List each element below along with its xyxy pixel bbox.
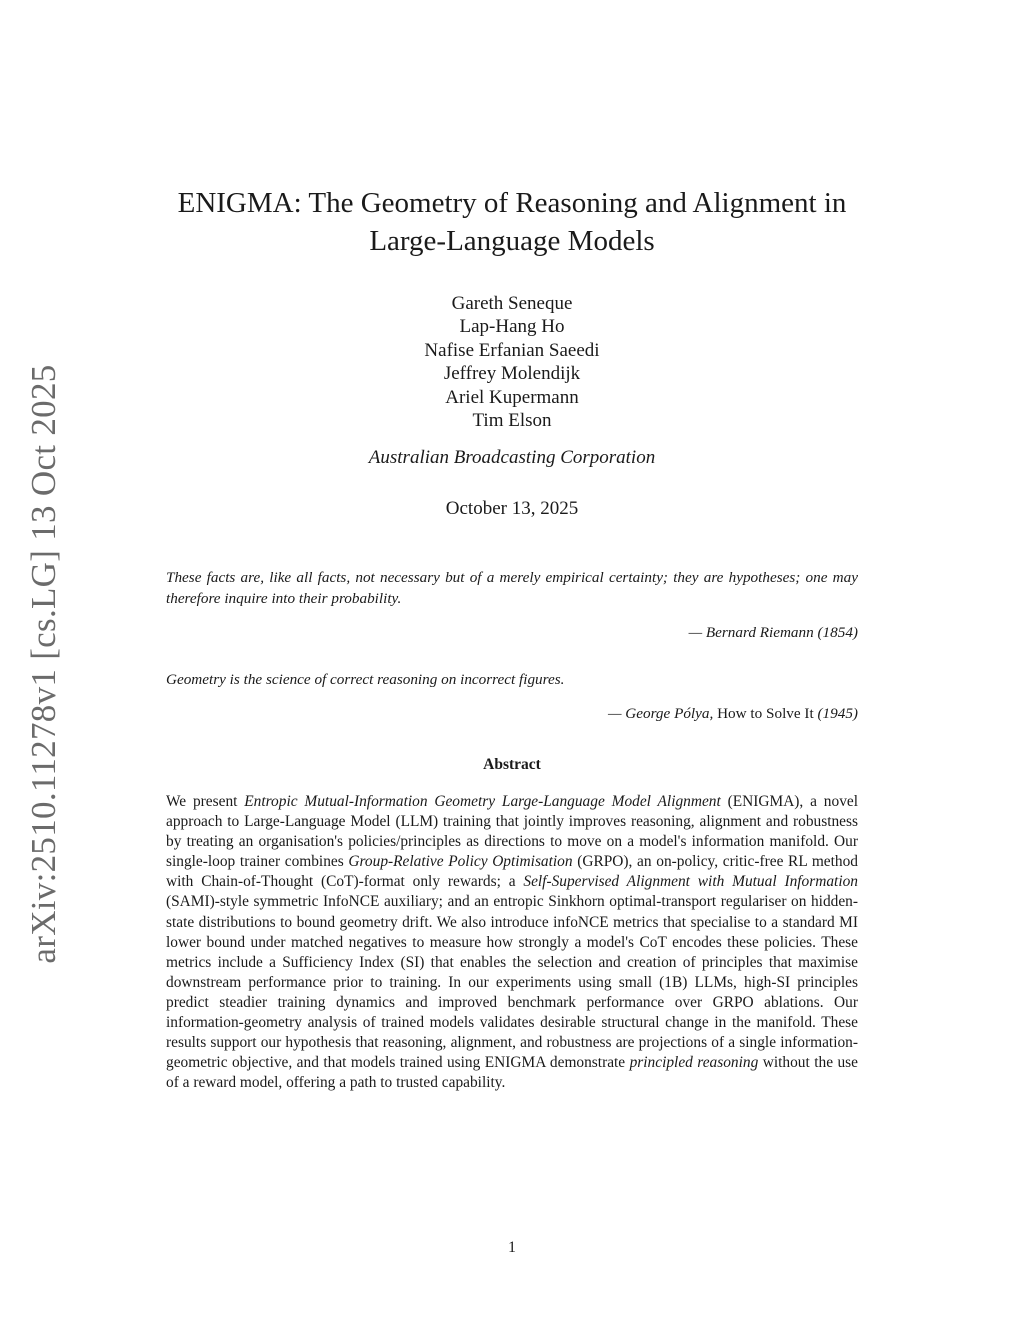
abstract-text: We present	[166, 793, 245, 810]
attribution-year: (1945)	[817, 705, 858, 722]
epigraph-attribution-1: — Bernard Riemann (1854)	[688, 624, 858, 641]
publication-date: October 13, 2025	[445, 498, 579, 519]
attribution-author: — George Pólya,	[607, 705, 714, 722]
title-line-1: ENIGMA: The Geometry of Reasoning and Alignment in	[177, 187, 847, 219]
attribution-work: How to Solve It	[717, 705, 814, 722]
epigraph-quote-2: Geometry is the science of correct reasoning on incorrect figures.	[166, 671, 565, 688]
abstract-heading: Abstract	[483, 756, 541, 773]
title-line-2: Large-Language Models	[369, 225, 655, 257]
paper-title	[120, 184, 904, 260]
author-list	[262, 292, 762, 432]
author-name: Gareth Seneque	[451, 293, 573, 314]
arxiv-identifier-stamp: arXiv:2510.11278v1 [cs.LG] 13 Oct 2025	[24, 364, 63, 964]
author-name: Ariel Kupermann	[445, 386, 579, 408]
abstract-emphasis: Group-Relative Policy Optimisation	[348, 853, 573, 871]
author-name: Tim Elson	[472, 410, 552, 432]
epigraph-attribution-2	[608, 705, 858, 723]
abstract-emphasis: principled reasoning	[629, 1054, 759, 1072]
abstract-text: (SAMI)-style symmetric InfoNCE auxiliary; and an entropic Sinkhorn optimal-transport regulariser on hidden-state distributions to bound geometry drift. We also introduce infoNCE metrics that specialise to a standard MI lower bound under matched negatives to measure how strongly a model's CoT encodes these policies. These metrics include a Sufficiency Index (SI) that enables the selection and creation of principles that maximise downstream performance prior to training. In our experiments using small (1B) LLMs, high-SI principles predict steadier training dynamics and improved benchmark performance over GRPO ablations. Our information-geometry analysis of trained models validates desirable structural change in the manifold. These results support our hypothesis that reasoning, alignment, and robustness are projections of a single information-geometric objective, and that models trained using ENIGMA demonstrate	[166, 893, 858, 1072]
abstract-text: (ENIGMA), a novel approach to Large-Language Model (LLM) training that jointly improves reasoning, alignment and robustness by treating an organisation's policies/principles as directions to move on a model's information manifold. Our single-loop trainer combines	[166, 793, 858, 871]
abstract-emphasis: Entropic Mutual-Information Geometry Large-Language Model Alignment	[244, 793, 721, 810]
author-name: Nafise Erfanian Saeedi	[424, 339, 600, 361]
author-name: Jeffrey Molendijk	[443, 363, 581, 385]
abstract-body	[166, 792, 858, 1093]
author-name: Lap-Hang Ho	[459, 316, 565, 338]
page-number: 1	[508, 1239, 516, 1256]
abstract-text: without the use of a reward model, offering a path to trusted capability.	[166, 1054, 858, 1092]
affiliation: Australian Broadcasting Corporation	[368, 447, 656, 468]
epigraph-quote-1: These facts are, like all facts, not necessary but of a merely empirical certainty; they are hypotheses; one may therefore inquire into their probability.	[166, 569, 858, 607]
abstract-emphasis: Self-Supervised Alignment with Mutual Information	[523, 873, 858, 891]
abstract-text: (GRPO), an on-policy, critic-free RL method with Chain-of-Thought (CoT)-format only rewards; a	[166, 853, 858, 891]
